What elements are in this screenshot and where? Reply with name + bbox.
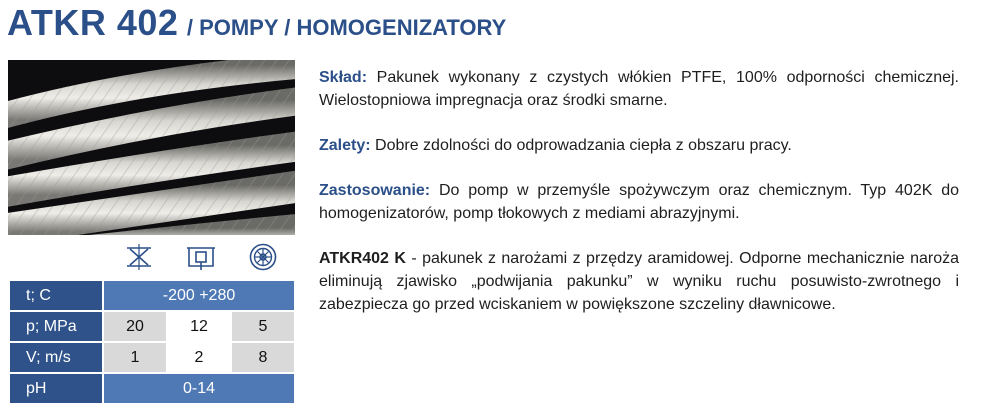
table-row-ph [9,373,295,404]
advantages-label: Zalety: [319,137,371,154]
product-category: / POMPY / HOMOGENIZATORY [186,15,507,40]
product-photo [8,60,295,235]
application-paragraph [319,179,959,225]
param-value: 0-14 [103,373,295,404]
rotary-mixer-icon [232,240,294,274]
product-description [319,66,959,338]
param-value: 20 [103,311,167,342]
centrifugal-pump-icon [170,240,232,274]
table-row-velocity [9,342,295,373]
advantages-paragraph [319,134,959,157]
product-code: ATKR 402 [7,2,179,43]
param-value: 2 [167,342,231,373]
table-row-pressure [9,311,295,342]
param-label: V; m/s [9,342,103,373]
piston-pump-icon [108,240,170,274]
param-value: -200 +280 [103,280,295,311]
variant-paragraph [319,247,959,316]
param-value: 12 [167,311,231,342]
composition-label: Skład: [319,69,368,86]
composition-paragraph [319,66,959,112]
page-title [7,2,506,52]
table-row-temperature [9,280,295,311]
composition-text: Pakunek wykonany z czystych włókien PTFE, 100% odporności chemicznej. Wielostopniowa impregnacja oraz środki smarne. [319,69,959,109]
param-label: t; C [9,280,103,311]
param-value: 5 [231,311,295,342]
parameters-table [8,279,296,405]
application-text: Do pomp w przemyśle spożywczym oraz chemicznym. Typ 402K do homogenizatorów, pomp tłokowych z mediami abrazyjnymi. [319,182,959,222]
advantages-text: Dobre zdolności do odprowadzania ciepła z obszaru pracy. [370,137,792,154]
variant-label: ATKR402 K [319,250,406,267]
variant-text: - pakunek z narożami z przędzy aramidowej. Odporne mechanicznie naroża eliminują zjawisko „podwijania pakunku” w wyniku ruchu posuwisto-zwrotnego i zabezpiecza go przed wciskaniem w powiększone szczeliny dławnicowe. [319,250,959,313]
param-label: p; MPa [9,311,103,342]
application-label: Zastosowanie: [319,182,431,199]
param-value: 8 [231,342,295,373]
application-icons [108,240,296,274]
param-label: pH [9,373,103,404]
param-value: 1 [103,342,167,373]
